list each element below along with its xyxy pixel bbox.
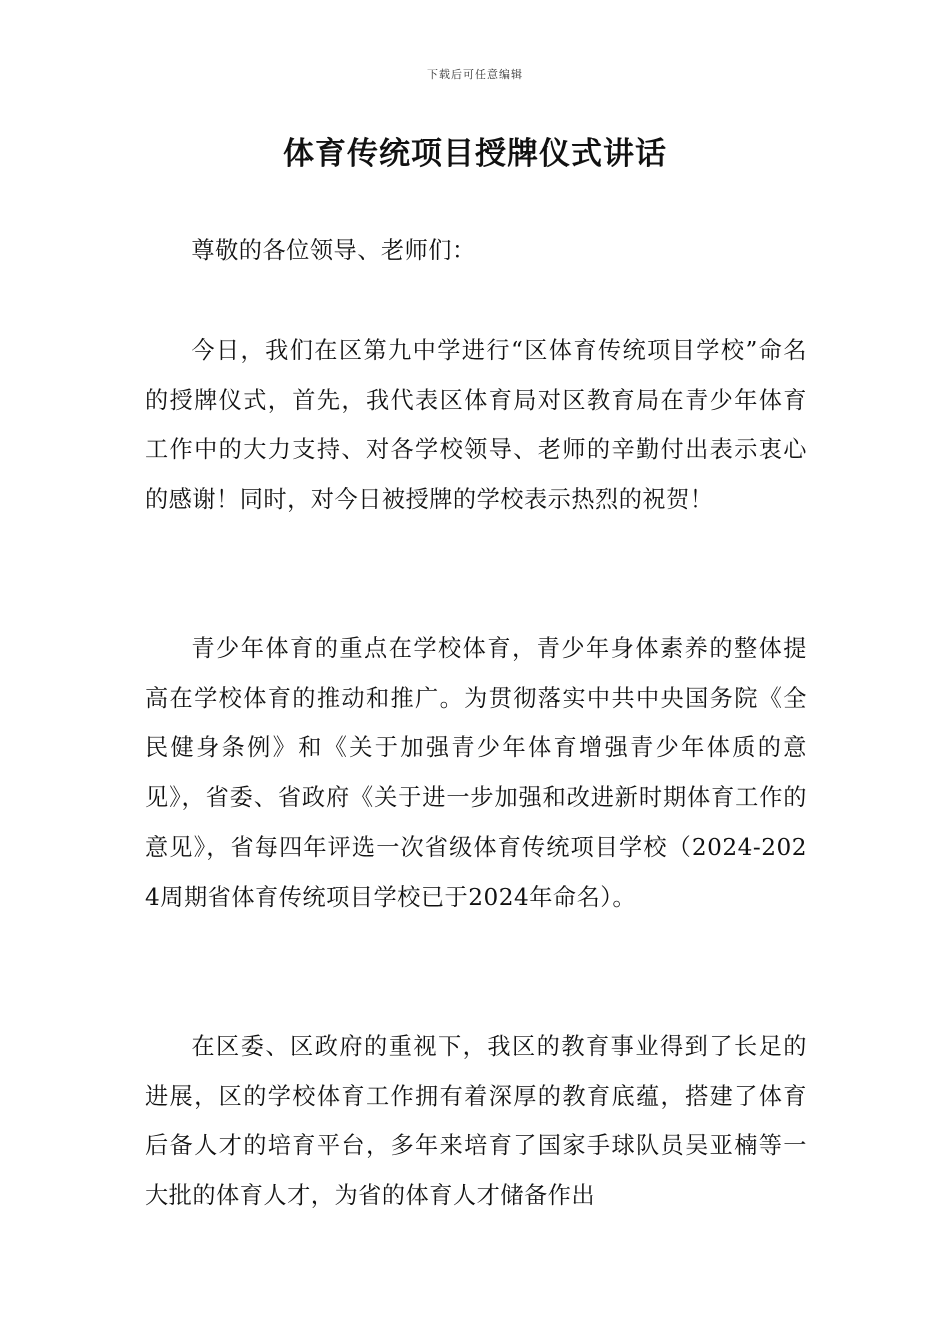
paragraph-2: 青少年体育的重点在学校体育，青少年身体素养的整体提高在学校体育的推动和推广。为贯彻落实中共中央国务院《全民健身条例》和《关于加强青少年体育增强青少年体质的意见》，省委、省政府《关于进一步加强和改进新时期体育工作的意见》，省每四年评选一次省级体育传统项目学校（2024-2024周期省体育传统项目学校已于2024年命名）。: [145, 635, 807, 911]
greeting: 尊敬的各位领导、老师们：: [191, 237, 476, 264]
paragraph-1: 今日，我们在区第九中学进行“区体育传统项目学校”命名的授牌仪式，首先，我代表区体育局对区教育局在青少年体育工作中的大力支持、对各学校领导、老师的辛勤付出表示衷心的感谢！同时，对今日被授牌的学校表示热烈的祝贺！: [145, 337, 807, 514]
document-title: 体育传统项目授牌仪式讲话: [283, 136, 667, 172]
header-note: 下载后可任意编辑: [427, 68, 523, 81]
paragraph-3: 在区委、区政府的重视下，我区的教育事业得到了长足的进展，区的学校体育工作拥有着深厚的教育底蕴，搭建了体育后备人才的培育平台，多年来培育了国家手球队员吴亚楠等一大批的体育人才，为省的体育人才储备作出: [145, 1033, 807, 1210]
